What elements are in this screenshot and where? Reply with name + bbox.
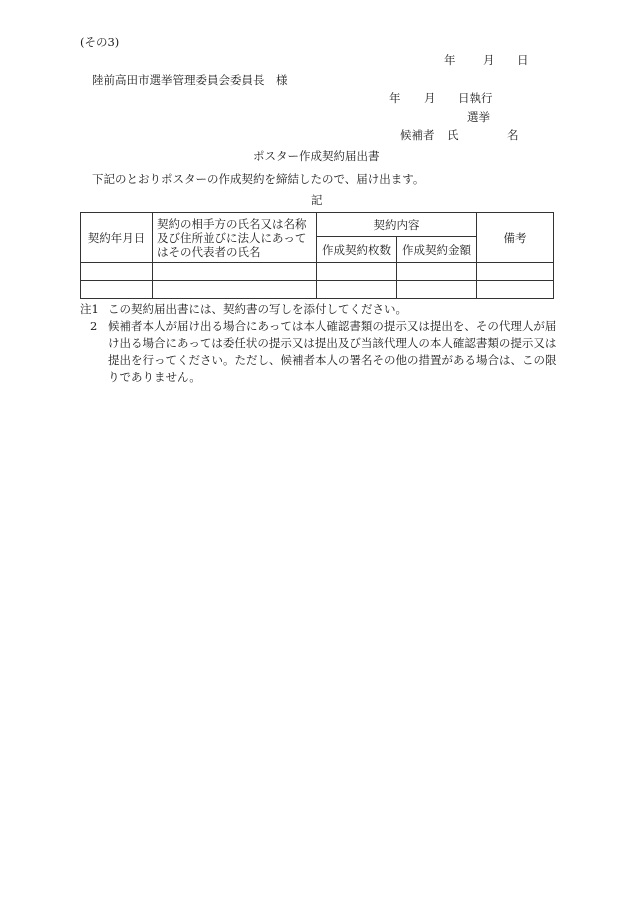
table-cell [81,281,153,299]
date-day: 日 [517,53,529,67]
notes [80,301,558,386]
name-label-given: 名 [507,128,519,142]
election-suffix: 選挙 [467,110,490,124]
table-cell [317,263,397,281]
election-month: 月 [424,91,436,105]
contract-table [80,212,554,299]
intro-text: 下記のとおりポスターの作成契約を締結したので、届け出ます。 [92,172,425,186]
party-line-1: 契約の相手方の氏名又は名称 [157,216,307,231]
header-contract-count: 作成契約枚数 [317,237,397,263]
table-row [81,263,554,281]
table-cell [477,281,554,299]
table-cell [81,263,153,281]
header-contract-date: 契約年月日 [81,213,153,263]
note-1-label: 注1 [80,302,99,316]
date-month: 月 [483,53,495,67]
election-day: 日執行 [458,91,493,105]
table-cell [153,263,317,281]
addressee: 陸前高田市選挙管理委員会委員長 様 [92,73,288,87]
table-cell [153,281,317,299]
table-cell [397,281,477,299]
note-2-label: 2 [90,319,98,333]
election-year: 年 [389,91,401,105]
name-label-surname: 氏 [447,128,459,142]
table-cell [477,263,554,281]
header-contract-contents: 契約内容 [317,213,477,237]
date-year: 年 [444,53,456,67]
ki-label: 記 [311,193,323,207]
table-cell [397,263,477,281]
header-remarks: 備考 [477,213,554,263]
header-contract-party [153,213,317,263]
header-contract-amount: 作成契約金額 [397,237,477,263]
document-title: ポスター作成契約届出書 [253,149,380,163]
note-2-text: 候補者本人が届け出る場合にあっては本人確認書類の提示又は提出を、その代理人が届け出る場合にあっては委任状の提示又は提出及び当該代理人の本人確認書類の提示又は提出を行ってください。ただし、候補者本人の署名その他の措置がある場合は、この限りでありません。 [108,319,557,384]
table-cell [317,281,397,299]
party-line-2: 及び住所並びに法人にあって [157,230,307,245]
table-row [81,281,554,299]
note-1-text: この契約届出書には、契約書の写しを添付してください。 [108,302,407,316]
form-number: (その3) [80,35,120,49]
candidate-label: 候補者 [400,128,435,142]
note-1 [80,301,558,318]
party-line-3: はその代表者の氏名 [157,244,261,259]
note-2 [80,318,558,386]
